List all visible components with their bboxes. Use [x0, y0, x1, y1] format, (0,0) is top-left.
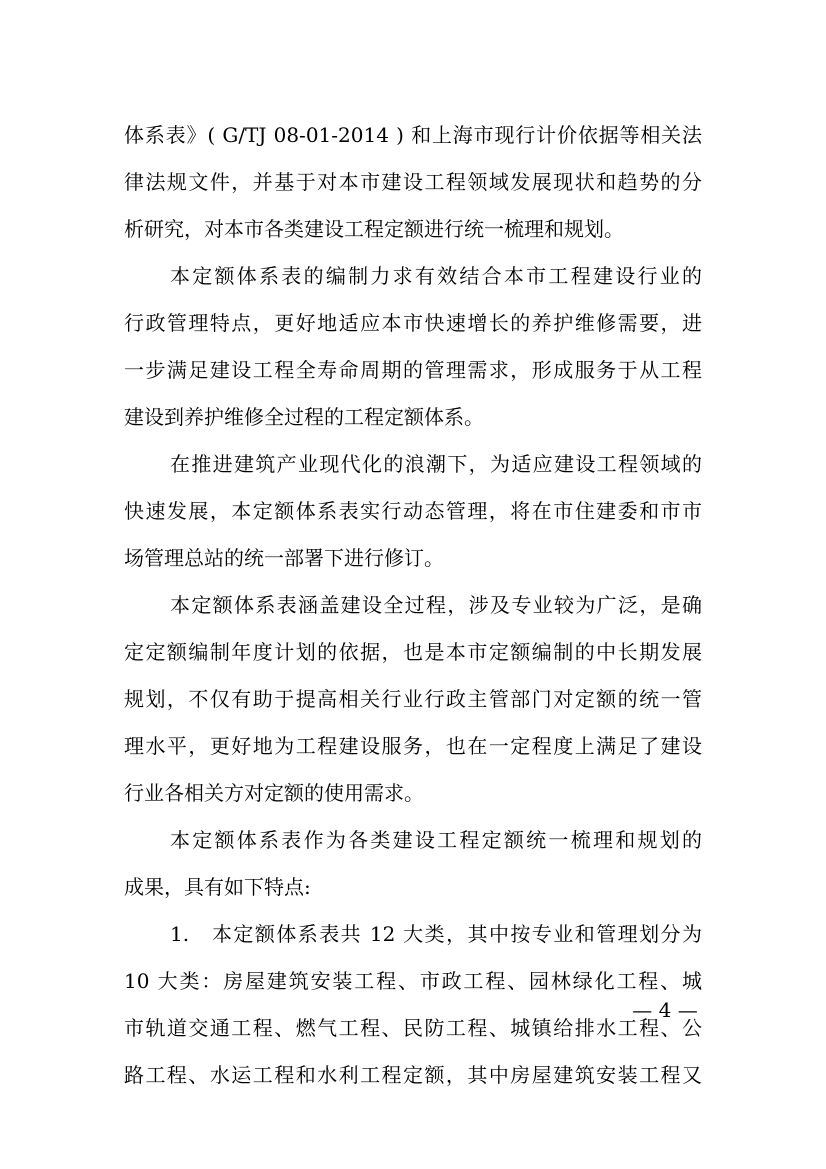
text-line: 一步满足建设工程全寿命周期的管理需求，形成服务于从工程: [124, 358, 702, 382]
text-line: 成果，具有如下特点:: [124, 875, 311, 899]
text-line: 市轨道交通工程、燃气工程、民防工程、城镇给排水工程、公: [124, 1016, 702, 1040]
text-line: 10 大类：房屋建筑安装工程、市政工程、园林绿化工程、城: [124, 969, 702, 993]
page-number: — 4 —: [632, 998, 698, 1022]
text-line: 快速发展，本定额体系表实行动态管理，将在市住建委和市市: [124, 499, 702, 523]
text-line: 本定额体系表涵盖建设全过程，涉及专业较为广泛，是确: [170, 593, 702, 617]
body-text: [124, 112, 702, 1099]
text-line: 场管理总站的统一部署下进行修订。: [124, 546, 444, 570]
text-line: 规划，不仅有助于提高相关行业行政主管部门对定额的统一管: [124, 687, 702, 711]
text-line: 理水平，更好地为工程建设服务，也在一定程度上满足了建设: [124, 734, 702, 758]
text-line: 1. 本定额体系表共 12 大类，其中按专业和管理划分为: [170, 922, 702, 946]
text-line: 路工程、水运工程和水利工程定额，其中房屋建筑安装工程又: [124, 1063, 702, 1087]
text-line: 本定额体系表的编制力求有效结合本市工程建设行业的: [170, 264, 702, 288]
text-line: 律法规文件，并基于对本市建设工程领域发展现状和趋势的分: [124, 170, 702, 194]
text-line: 行政管理特点，更好地适应本市快速增长的养护维修需要，进: [124, 311, 702, 335]
text-line: 建设到养护维修全过程的工程定额体系。: [124, 405, 484, 429]
text-line: 在推进建筑产业现代化的浪潮下，为适应建设工程领域的: [170, 452, 702, 476]
text-line: 体系表》( G/TJ 08-01-2014 ) 和上海市现行计价依据等相关法: [124, 123, 702, 147]
text-line: 行业各相关方对定额的使用需求。: [124, 781, 424, 805]
text-line: 本定额体系表作为各类建设工程定额统一梳理和规划的: [170, 828, 702, 852]
text-line: 析研究，对本市各类建设工程定额进行统一梳理和规划。: [124, 217, 624, 241]
text-line: 定定额编制年度计划的依据，也是本市定额编制的中长期发展: [124, 640, 702, 664]
